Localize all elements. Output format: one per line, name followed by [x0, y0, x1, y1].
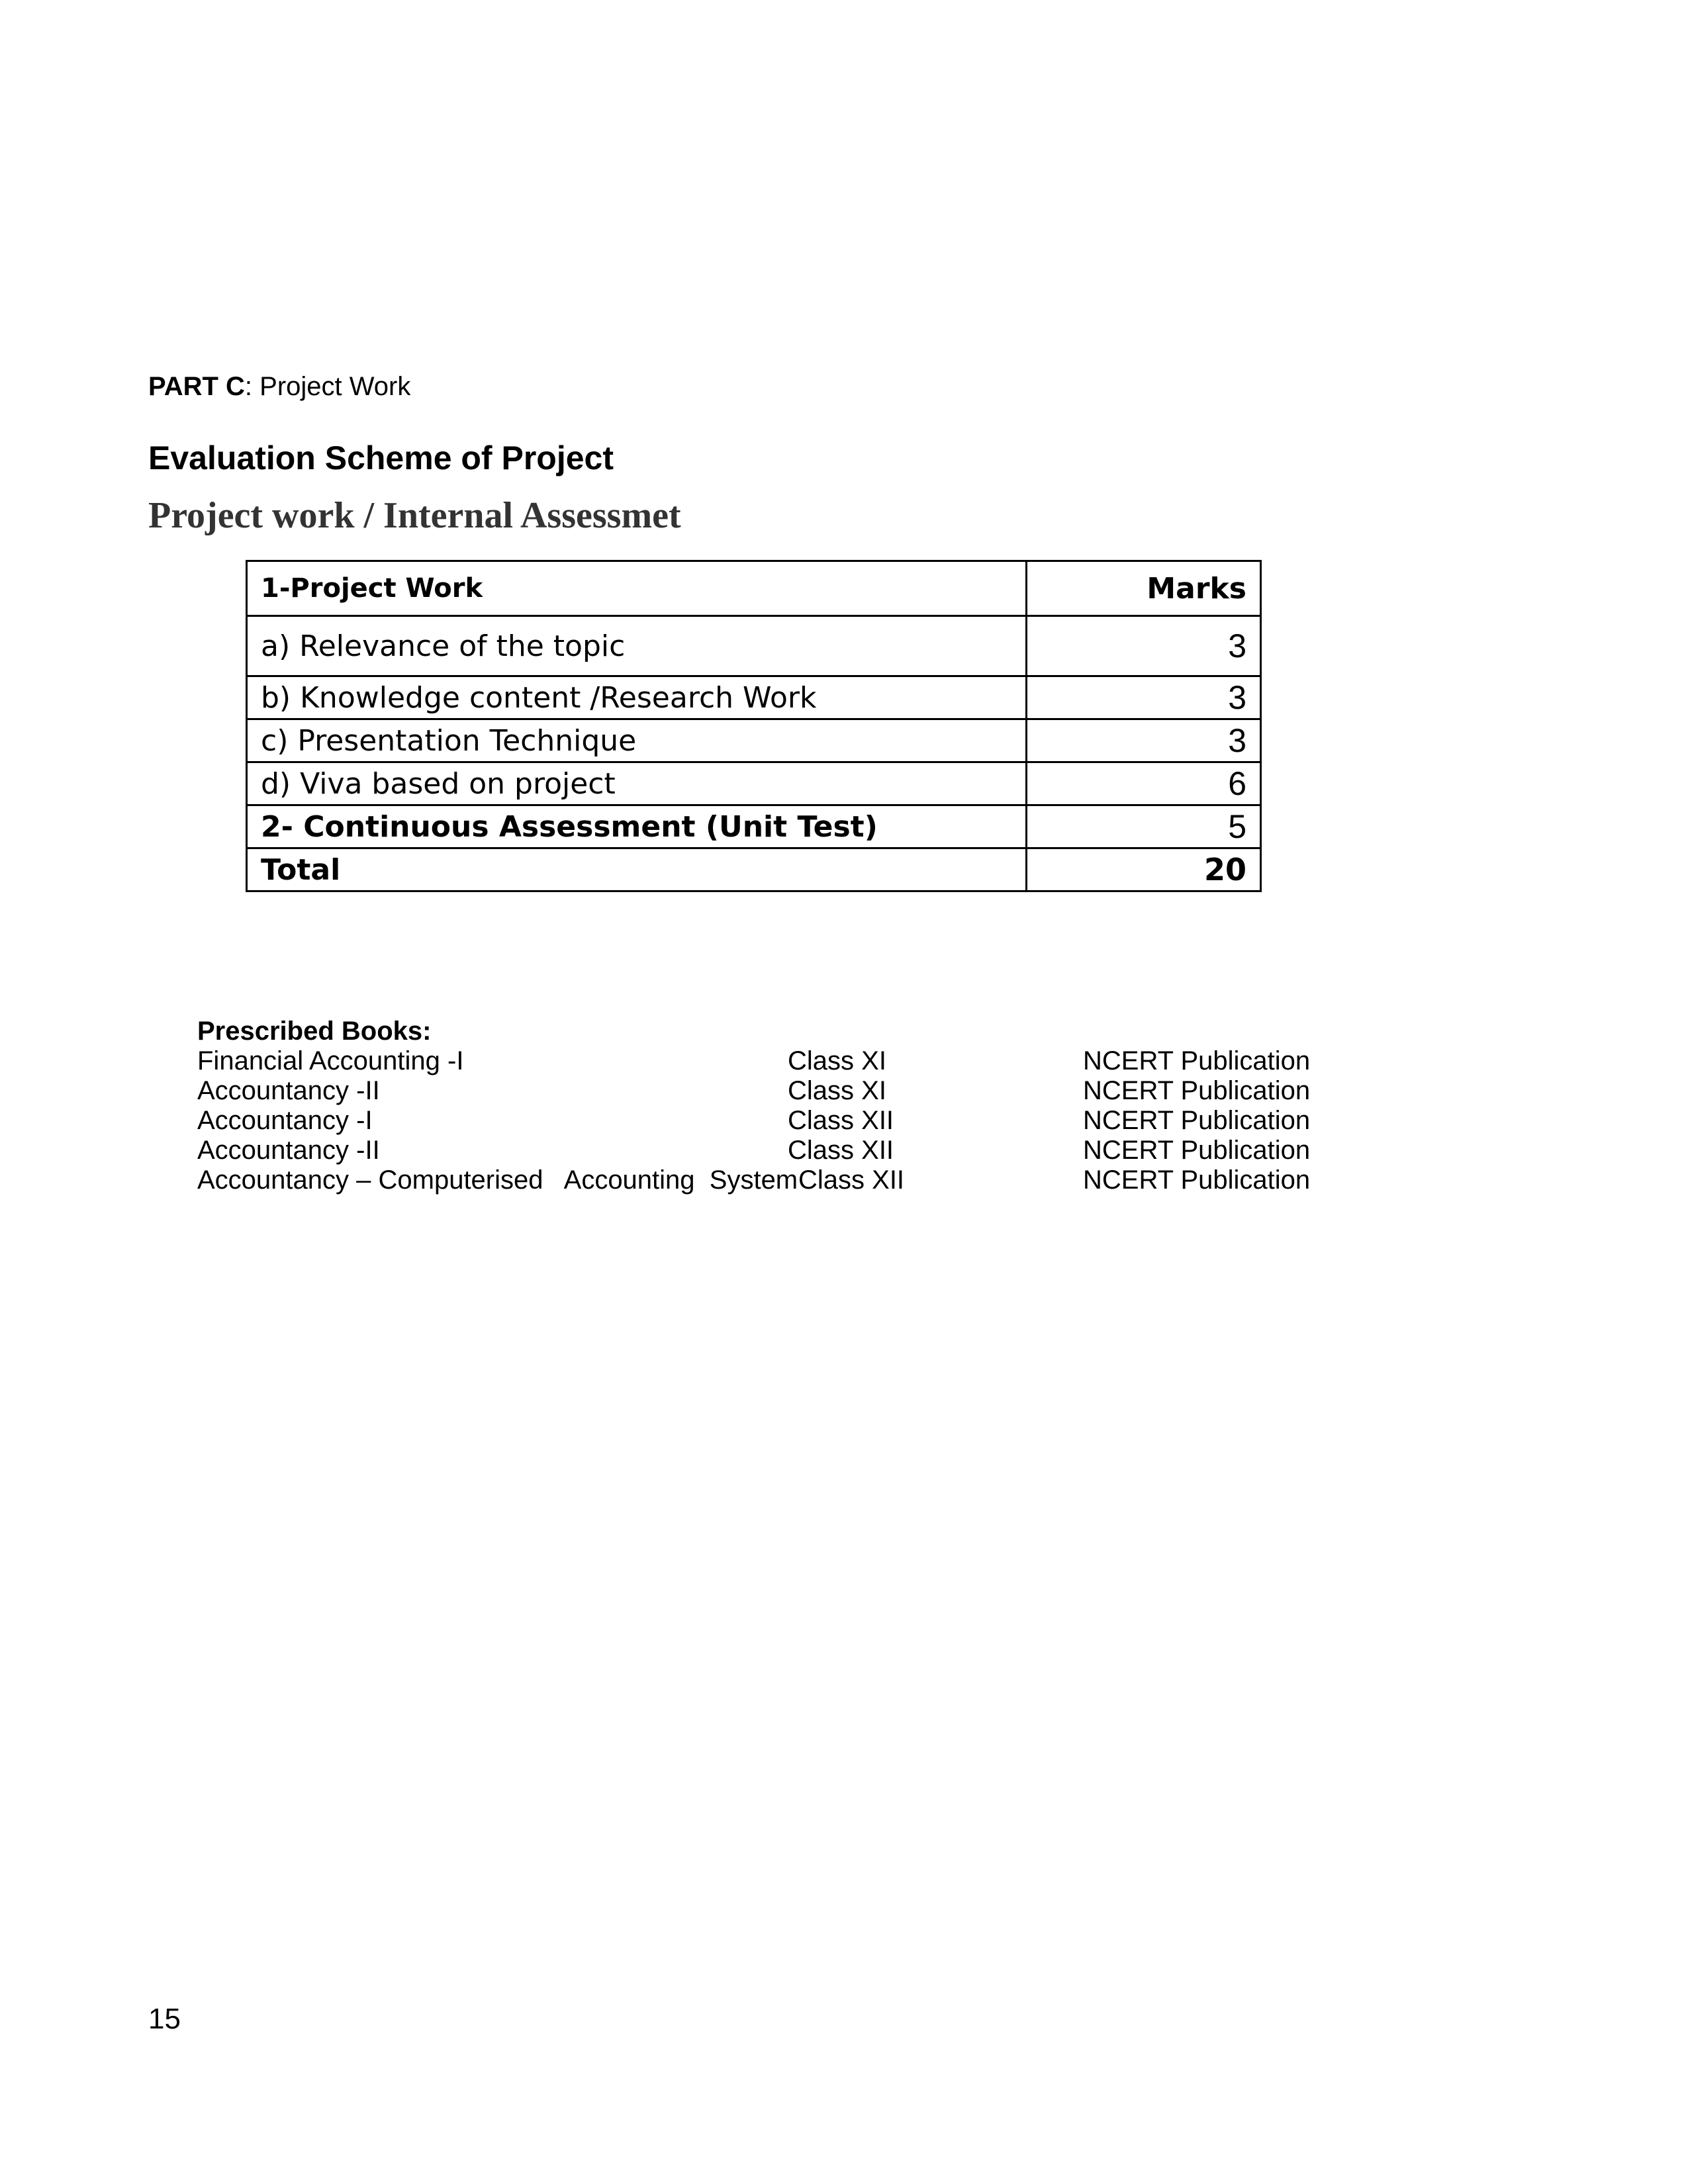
row-marks: 3	[1027, 676, 1261, 719]
book-class: Class XII	[788, 1136, 894, 1165]
table-row	[247, 676, 1261, 719]
evaluation-table	[246, 560, 1262, 892]
evaluation-heading: Evaluation Scheme of Project	[148, 439, 614, 477]
table-row	[247, 805, 1261, 848]
book-publisher: NCERT Publication	[1083, 1046, 1311, 1075]
table-row	[247, 762, 1261, 805]
row-label: b) Knowledge content /Research Work	[247, 676, 1027, 719]
row-marks: 5	[1027, 805, 1261, 848]
book-title: Accountancy – Computerised Accounting System	[197, 1165, 798, 1195]
table-total-row	[247, 848, 1261, 891]
prescribed-books	[197, 1017, 1389, 1195]
book-title: Accountancy -I	[197, 1106, 373, 1135]
row-label: d) Viva based on project	[247, 762, 1027, 805]
book-class: Class XI	[788, 1076, 886, 1105]
book-row	[197, 1165, 1389, 1195]
book-class: Class XI	[788, 1046, 886, 1075]
book-title: Financial Accounting -I	[197, 1046, 464, 1075]
book-class: Class XII	[788, 1106, 894, 1135]
table-row	[247, 719, 1261, 762]
book-publisher: NCERT Publication	[1083, 1106, 1311, 1135]
page-number: 15	[148, 2003, 181, 2035]
total-marks: 20	[1027, 848, 1261, 891]
part-label: PART C	[148, 372, 245, 401]
book-title: Accountancy -II	[197, 1076, 380, 1105]
row-marks: 6	[1027, 762, 1261, 805]
table-header-row	[247, 561, 1261, 616]
header-marks: Marks	[1027, 561, 1261, 616]
row-marks: 3	[1027, 616, 1261, 676]
book-class: Class XII	[798, 1165, 905, 1195]
part-heading	[148, 371, 410, 402]
row-label: 2- Continuous Assessment (Unit Test)	[247, 805, 1027, 848]
row-label: c) Presentation Technique	[247, 719, 1027, 762]
book-publisher: NCERT Publication	[1083, 1165, 1311, 1195]
header-item: 1-Project Work	[247, 561, 1027, 616]
book-title: Accountancy -II	[197, 1136, 380, 1165]
book-row	[197, 1076, 1389, 1106]
project-heading: Project work / Internal Assessmet	[148, 495, 681, 536]
total-label: Total	[247, 848, 1027, 891]
table-row	[247, 616, 1261, 676]
row-marks: 3	[1027, 719, 1261, 762]
book-publisher: NCERT Publication	[1083, 1076, 1311, 1105]
book-row	[197, 1046, 1389, 1076]
row-label: a) Relevance of the topic	[247, 616, 1027, 676]
book-row	[197, 1106, 1389, 1136]
book-row	[197, 1136, 1389, 1165]
books-title: Prescribed Books:	[197, 1017, 432, 1046]
book-publisher: NCERT Publication	[1083, 1136, 1311, 1165]
part-text: : Project Work	[244, 372, 411, 401]
